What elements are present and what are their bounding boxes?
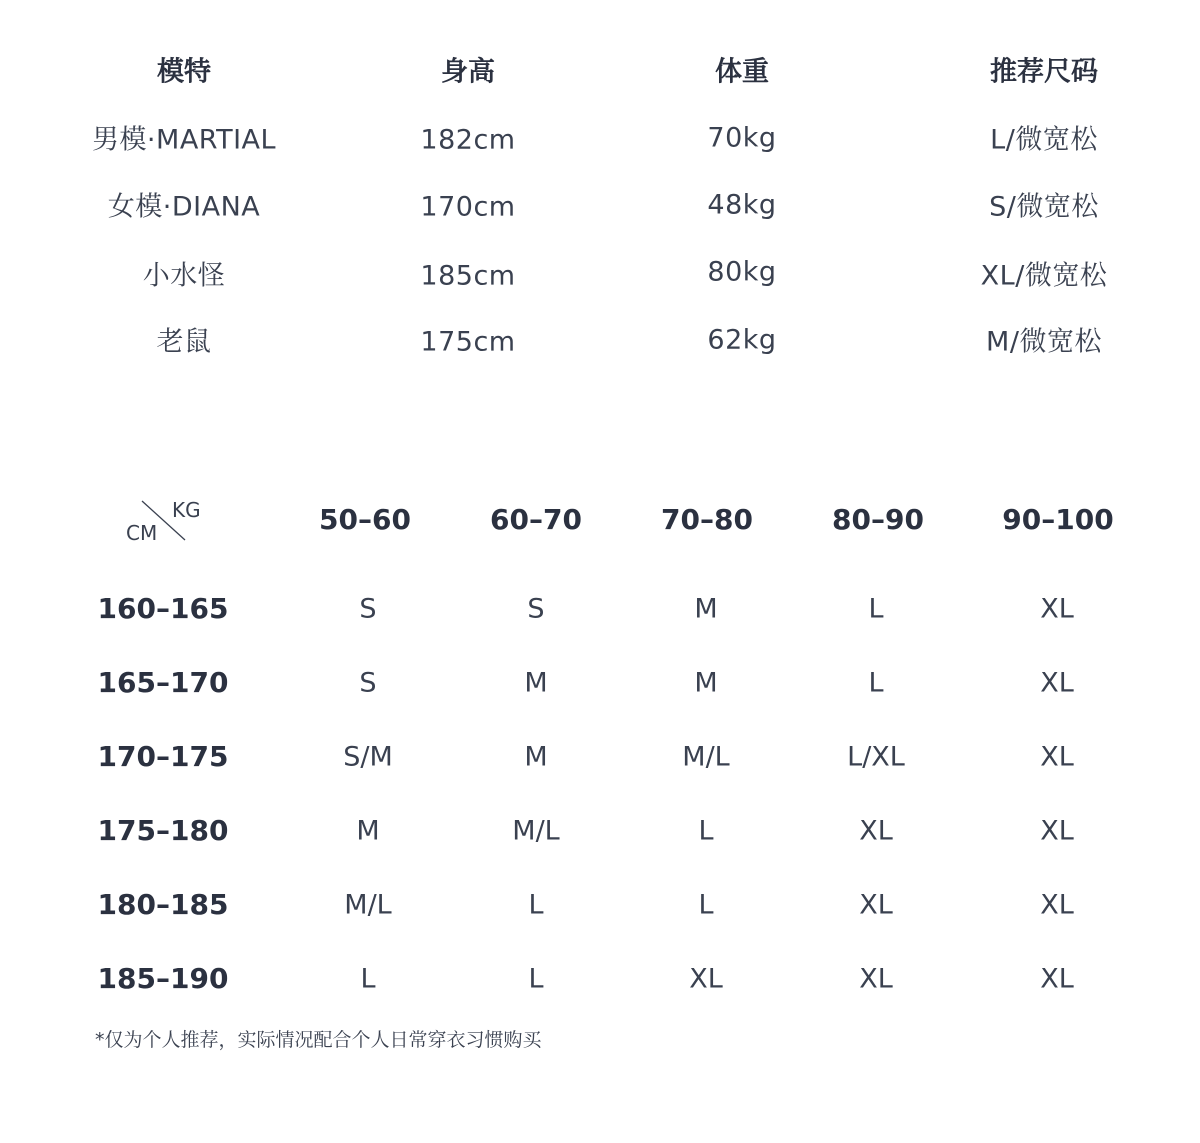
height-range-header: 180–185 — [97, 888, 229, 921]
weight-range-header: 60–70 — [490, 503, 582, 536]
size-cell: XL — [689, 963, 723, 995]
size-cell: L — [528, 963, 544, 995]
model-weight: 48kg — [707, 189, 777, 221]
height-unit-label: CM — [126, 521, 158, 545]
weight-range-header: 80–90 — [832, 503, 924, 536]
model-weight: 62kg — [707, 324, 777, 356]
size-cell: M — [694, 593, 718, 625]
size-cell: S — [359, 593, 377, 625]
size-cell: S — [527, 593, 545, 625]
weight-header: 体重 — [715, 56, 769, 88]
size-cell: L — [360, 963, 376, 995]
weight-range-header: 70–80 — [661, 503, 753, 536]
size-cell: L — [698, 889, 714, 921]
recommended-size-header: 推荐尺码 — [990, 56, 1098, 88]
size-cell: L — [528, 889, 544, 921]
model-name: 女模·DIANA — [107, 191, 261, 223]
height-header: 身高 — [441, 56, 495, 88]
model-height: 170cm — [420, 191, 516, 223]
model-height: 182cm — [420, 124, 516, 156]
weight-range-header: 50–60 — [319, 503, 411, 536]
height-range-header: 160–165 — [97, 592, 229, 625]
size-cell: S/M — [343, 741, 393, 773]
height-range-header: 170–175 — [97, 740, 229, 773]
size-cell: XL — [1040, 593, 1074, 625]
size-cell: M — [524, 741, 548, 773]
model-size: XL/微宽松 — [980, 260, 1108, 292]
size-cell: XL — [1040, 815, 1074, 847]
size-cell: M/L — [344, 889, 392, 921]
size-cell: XL — [859, 815, 893, 847]
height-range-header: 165–170 — [97, 666, 229, 699]
corner-header — [120, 496, 210, 546]
size-cell: XL — [1040, 667, 1074, 699]
size-cell: L — [868, 593, 884, 625]
size-cell: S — [359, 667, 377, 699]
model-weight: 80kg — [707, 256, 777, 288]
size-cell: M — [524, 667, 548, 699]
size-cell: L — [868, 667, 884, 699]
model-size: L/微宽松 — [990, 124, 1098, 156]
model-header: 模特 — [157, 56, 211, 88]
size-cell: XL — [859, 963, 893, 995]
model-size: M/微宽松 — [986, 326, 1102, 358]
size-cell: XL — [1040, 889, 1074, 921]
size-cell: M — [356, 815, 380, 847]
weight-unit-label: KG — [172, 498, 201, 522]
size-cell: XL — [1040, 963, 1074, 995]
model-name: 小水怪 — [142, 260, 226, 292]
model-height: 185cm — [420, 260, 516, 292]
model-height: 175cm — [420, 326, 516, 358]
size-cell: M — [694, 667, 718, 699]
model-size: S/微宽松 — [989, 191, 1099, 223]
model-name: 老鼠 — [156, 326, 212, 358]
model-weight: 70kg — [707, 122, 777, 154]
model-name: 男模·MARTIAL — [91, 124, 277, 156]
size-cell: M/L — [682, 741, 730, 773]
size-cell: L — [698, 815, 714, 847]
height-range-header: 185–190 — [97, 962, 229, 995]
footnote: *仅为个人推荐，实际情况配合个人日常穿衣习惯购买 — [95, 1029, 542, 1051]
size-cell: L/XL — [847, 741, 905, 773]
weight-range-header: 90–100 — [1002, 503, 1114, 536]
height-range-header: 175–180 — [97, 814, 229, 847]
size-cell: M/L — [512, 815, 560, 847]
size-cell: XL — [859, 889, 893, 921]
size-cell: XL — [1040, 741, 1074, 773]
